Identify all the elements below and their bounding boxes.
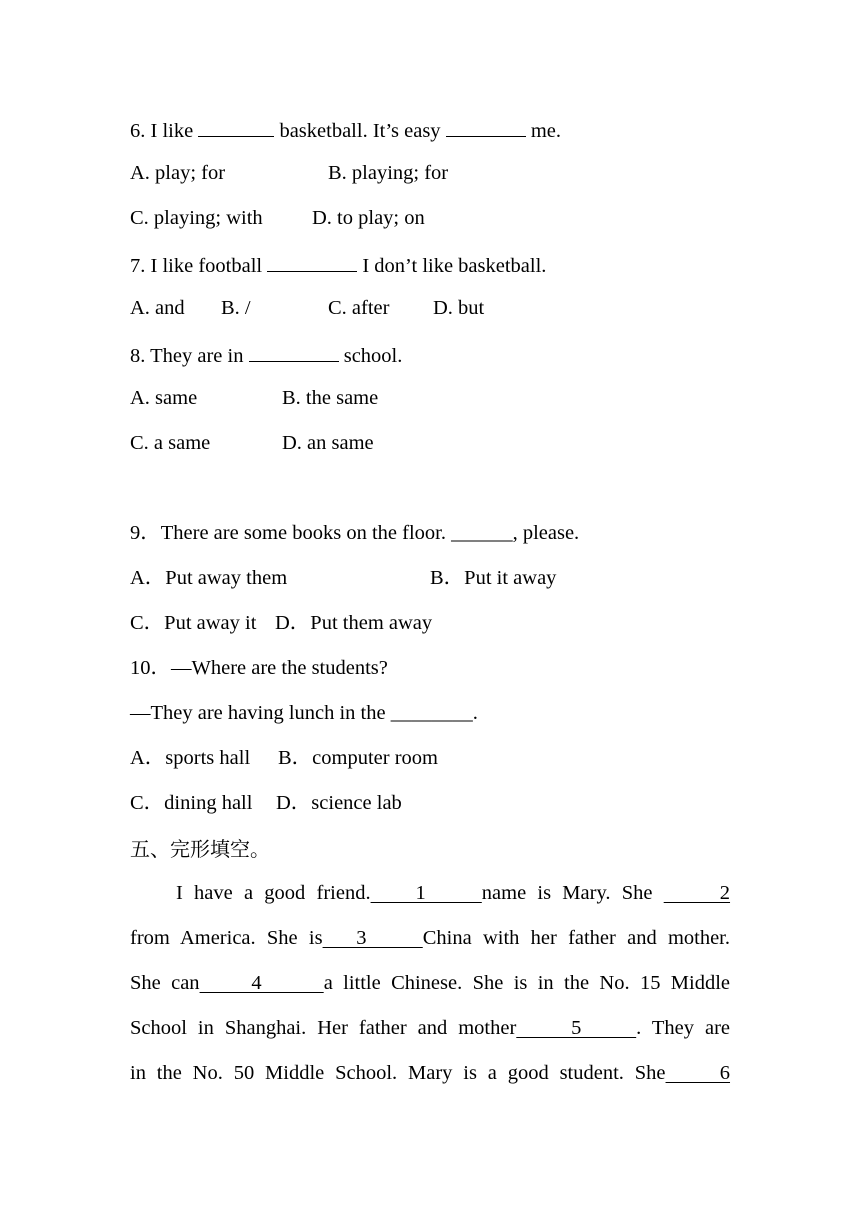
q8-option-c: C. a same (130, 432, 211, 454)
q10-option-c: C．dining hall (130, 792, 253, 814)
cloze-blank-6: 6 (665, 1062, 731, 1084)
q8-option-d: D. an same (282, 432, 374, 454)
answer-blank (249, 343, 339, 362)
cloze-blank-5: 5 (516, 1017, 637, 1039)
q9-option-b: B．Put it away (430, 567, 557, 589)
q10-option-d: D．science lab (276, 792, 402, 814)
question-10-stem: 10．—Where are the students? (130, 657, 388, 679)
passage-line: in the No. 50 Middle School. Mary is a good student. She 6 (130, 1062, 731, 1084)
q6-option-c: C. playing; with (130, 207, 263, 229)
question-8-stem: 8. They are in school. (130, 345, 403, 367)
q7-option-a: A. and (130, 297, 185, 319)
passage-line: from America. She is 3 China with her father and mother. (130, 927, 731, 949)
cloze-blank-4: 4 (199, 972, 324, 994)
q6-option-d: D. to play; on (312, 207, 425, 229)
cloze-blank-1: 1 (370, 882, 482, 904)
passage-line: She can 4 a little Chinese. She is in the No. 15 Middle (130, 972, 731, 994)
q6-option-b: B. playing; for (328, 162, 449, 184)
question-9-stem: 9．There are some books on the floor. ______, please. (130, 522, 580, 544)
answer-blank (198, 118, 274, 137)
q10-option-a: A．sports hall (130, 747, 251, 769)
q8-option-a: A. same (130, 387, 198, 409)
q9-option-c: C．Put away it (130, 612, 257, 634)
passage-line: I have a good friend. 1 name is Mary. She 2 (176, 882, 731, 904)
q9-option-d: D．Put them away (275, 612, 433, 634)
q8-option-b: B. the same (282, 387, 379, 409)
question-10-answer-line: —They are having lunch in the ________. (130, 702, 478, 724)
q7-option-c: C. after (328, 297, 390, 319)
q7-option-b: B. / (221, 297, 251, 319)
q9-option-a: A．Put away them (130, 567, 288, 589)
q6-option-a: A. play; for (130, 162, 226, 184)
answer-blank (446, 118, 526, 137)
q10-option-b: B．computer room (278, 747, 438, 769)
cloze-blank-3: 3 (322, 927, 423, 949)
q7-option-d: D. but (433, 297, 485, 319)
answer-blank (267, 253, 357, 272)
cloze-blank-2: 2 (663, 882, 731, 904)
question-6-stem: 6. I like basketball. It’s easy me. (130, 120, 561, 142)
question-7-stem: 7. I like football I don’t like basketball. (130, 255, 547, 277)
section-heading: 五、完形填空。 (130, 837, 270, 861)
passage-line: School in Shanghai. Her father and mother 5 . They are (130, 1017, 730, 1039)
